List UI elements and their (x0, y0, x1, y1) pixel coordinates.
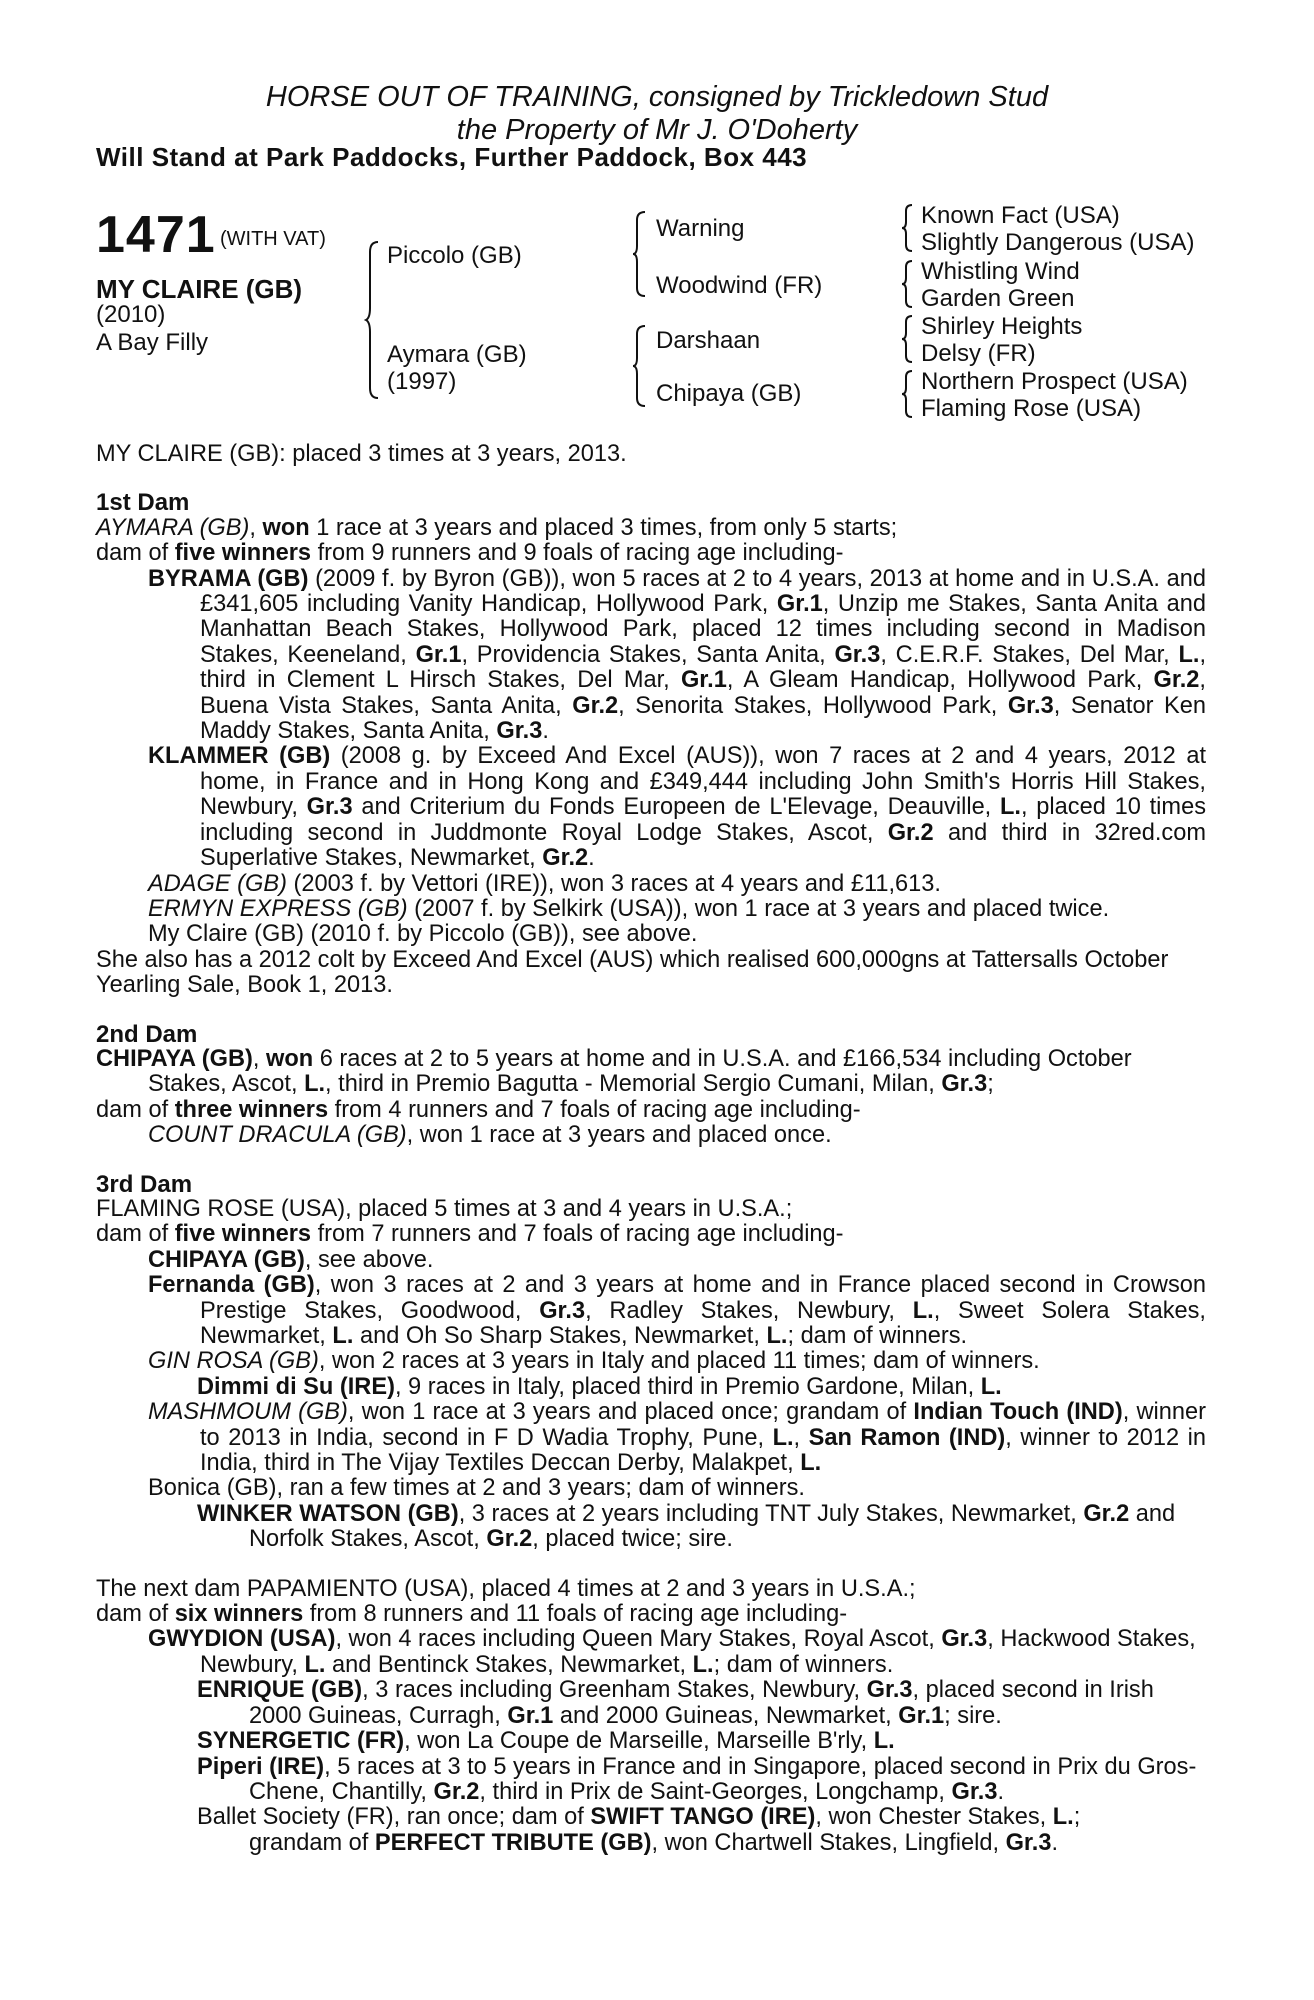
vat-label: (WITH VAT) (220, 228, 326, 250)
pedigree-sire-sire: Warning (656, 215, 745, 242)
pedigree-dam-sire: Darshaan (656, 327, 761, 354)
second-dam-heading: 2nd Dam (96, 1020, 198, 1048)
first-dam-produce: dam of five winners from 9 runners and 9 foals of racing age including- (96, 540, 844, 567)
race-summary: MY CLAIRE (GB): placed 3 times at 3 years, 2013. (96, 441, 627, 467)
pedigree-brace-dam (633, 324, 647, 408)
produce-mashmoum: MASHMOUM (GB), won 1 race at 3 years and placed once; grandam of Indian Touch (IND), winner to 2013 in India, second in F D Wadia Trophy, Pune, L., San Ramon (IND), winner to 2012 in India, third in The Vijay Textiles Deccan Derby, Malakpet, L. (148, 1399, 1206, 1477)
catalogue-body (96, 442, 1206, 1856)
horse-year: (2010) (96, 301, 166, 328)
produce-gin-rosa: GIN ROSA (GB), won 2 races at 3 years in Italy and placed 11 times; dam of winners. (148, 1348, 1040, 1375)
pedigree-sire-dam: Woodwind (FR) (656, 272, 823, 299)
produce-enrique: ENRIQUE (GB), 3 races including Greenham Stakes, Newbury, Gr.3, placed second in Irish 2000 Guineas, Curragh, Gr.1 and 2000 Guineas, Newmarket, Gr.1; sire. (197, 1677, 1154, 1729)
pedigree-dd-dam: Flaming Rose (USA) (921, 395, 1142, 422)
pedigree-sd-dam: Garden Green (921, 285, 1075, 312)
stand-line: Will Stand at Park Paddocks, Further Paddock, Box 443 (96, 142, 808, 172)
produce-ermyn-express: ERMYN EXPRESS (GB) (2007 f. by Selkirk (USA)), won 1 race at 3 years and placed twice. (148, 895, 1110, 922)
horse-name: MY CLAIRE (GB) (96, 274, 303, 304)
produce-klammer: KLAMMER (GB) (2008 g. by Exceed And Excel (AUS)), won 7 races at 2 and 4 years, 2012 at home, in France and in Hong Kong and £349,444 including John Smith's Horris Hill Stakes, Newbury, Gr.3 and Criterium du Fonds Europeen de L'Elevage, Deauville, L., placed 10 times including second in Juddmonte Royal Lodge Stakes, Ascot, Gr.2 and third in 32red.com Superlative Stakes, Newmarket, Gr.2. (148, 743, 1206, 872)
pedigree-sire: Piccolo (GB) (387, 242, 522, 269)
pedigree-brace-ds (902, 314, 914, 364)
produce-byrama: BYRAMA (GB) (2009 f. by Byron (GB)), won 5 races at 2 to 4 years, 2013 at home and in U.S.A. and £341,605 including Vanity Handicap, Hollywood Park, Gr.1, Unzip me Stakes, Santa Anita and Manhattan Beach Stakes, Hollywood Park, placed 12 times including second in Madison Stakes, Keeneland, Gr.1, Providencia Stakes, Santa Anita, Gr.3, C.E.R.F. Stakes, Del Mar, L., third in Clement L Hirsch Stakes, Del Mar, Gr.1, A Gleam Handicap, Hollywood Park, Gr.2, Buena Vista Stakes, Santa Anita, Gr.2, Senorita Stakes, Hollywood Park, Gr.3, Senator Ken Maddy Stakes, Santa Anita, Gr.3. (148, 565, 1207, 745)
produce-gwydion: GWYDION (USA), won 4 races including Queen Mary Stakes, Royal Ascot, Gr.3, Hackwood Stakes, Newbury, L. and Bentinck Stakes, Newmarket, L.; dam of winners. (148, 1626, 1196, 1678)
property-line: the Property of Mr J. O'Doherty (456, 114, 858, 146)
first-dam-also: She also has a 2012 colt by Exceed And Excel (AUS) which realised 600,000gns at Tattersalls October Yearling Sale, Book 1, 2013. (96, 946, 1169, 999)
lot-number: 1471 (96, 206, 216, 264)
first-dam-intro: AYMARA (GB), won 1 race at 3 years and placed 3 times, from only 5 starts; (96, 514, 898, 541)
pedigree-ds-dam: Delsy (FR) (921, 340, 1036, 367)
pedigree-ds-sire: Shirley Heights (921, 313, 1083, 340)
next-dam-intro: The next dam PAPAMIENTO (USA), placed 4 times at 2 and 3 years in U.S.A.; (96, 1575, 916, 1602)
pedigree-brace-ss (902, 203, 914, 253)
horse-description: A Bay Filly (96, 329, 209, 356)
pedigree-brace-sd (902, 259, 914, 309)
produce-synergetic: SYNERGETIC (FR), won La Coupe de Marseille, Marseille B'rly, L. (197, 1728, 895, 1755)
produce-count-dracula: COUNT DRACULA (GB), won 1 race at 3 years and placed once. (148, 1122, 832, 1149)
next-dam-produce: dam of six winners from 8 runners and 11 foals of racing age including- (96, 1601, 848, 1628)
pedigree-sd-sire: Whistling Wind (921, 258, 1080, 285)
pedigree-dam-dam: Chipaya (GB) (656, 380, 802, 407)
produce-chipaya: CHIPAYA (GB), see above. (148, 1246, 434, 1273)
pedigree-ss-sire: Known Fact (USA) (921, 202, 1120, 229)
pedigree-dd-sire: Northern Prospect (USA) (921, 368, 1188, 395)
produce-bonica: Bonica (GB), ran a few times at 2 and 3 years; dam of winners. (148, 1475, 805, 1502)
pedigree-dam: Aymara (GB) (387, 341, 527, 368)
produce-fernanda: Fernanda (GB), won 3 races at 2 and 3 years at home and in France placed second in Crowson Prestige Stakes, Goodwood, Gr.3, Radley Stakes, Newbury, L., Sweet Solera Stakes, Newmarket, L. and Oh So Sharp Stakes, Newmarket, L.; dam of winners. (148, 1272, 1206, 1349)
first-dam-heading: 1st Dam (96, 489, 190, 517)
third-dam-produce: dam of five winners from 7 runners and 7 foals of racing age including- (96, 1221, 844, 1248)
pedigree-brace-gen1 (366, 240, 380, 400)
produce-my-claire: My Claire (GB) (2010 f. by Piccolo (GB)), see above. (148, 921, 698, 948)
produce-ballet-society: Ballet Society (FR), ran once; dam of SWIFT TANGO (IRE), won Chester Stakes, L.; grandam of PERFECT TRIBUTE (GB), won Chartwell Stakes, Lingfield, Gr.3. (197, 1804, 1081, 1856)
produce-winker-watson: WINKER WATSON (GB), 3 races at 2 years including TNT July Stakes, Newmarket, Gr.2 and Norfolk Stakes, Ascot, Gr.2, placed twice; sire. (197, 1500, 1176, 1553)
third-dam-intro: FLAMING ROSE (USA), placed 5 times at 3 and 4 years in U.S.A.; (96, 1195, 793, 1222)
pedigree-dam-year: (1997) (387, 368, 457, 395)
second-dam-intro: CHIPAYA (GB), won 6 races at 2 to 5 years at home and in U.S.A. and £166,534 including October Stakes, Ascot, L., third in Premio Bagutta - Memorial Sergio Cumani, Milan, Gr.3; (96, 1045, 1132, 1098)
produce-dimmi-di-su: Dimmi di Su (IRE), 9 races in Italy, placed third in Premio Gardone, Milan, L. (197, 1373, 1002, 1400)
produce-adage: ADAGE (GB) (2003 f. by Vettori (IRE)), won 3 races at 4 years and £11,613. (148, 870, 941, 897)
pedigree-brace-dd (902, 369, 914, 419)
produce-piperi: Piperi (IRE), 5 races at 3 to 5 years in France and in Singapore, placed second in Prix du Gros-Chene, Chantilly, Gr.2, third in Prix de Saint-Georges, Longchamp, Gr.3. (197, 1753, 1197, 1805)
pedigree-ss-dam: Slightly Dangerous (USA) (921, 229, 1195, 256)
consignor-line: HORSE OUT OF TRAINING, consigned by Trickledown Stud (265, 81, 1049, 113)
third-dam-heading: 3rd Dam (96, 1170, 193, 1198)
second-dam-produce: dam of three winners from 4 runners and 7 foals of racing age including- (96, 1096, 861, 1123)
pedigree-brace-sire (633, 210, 647, 298)
